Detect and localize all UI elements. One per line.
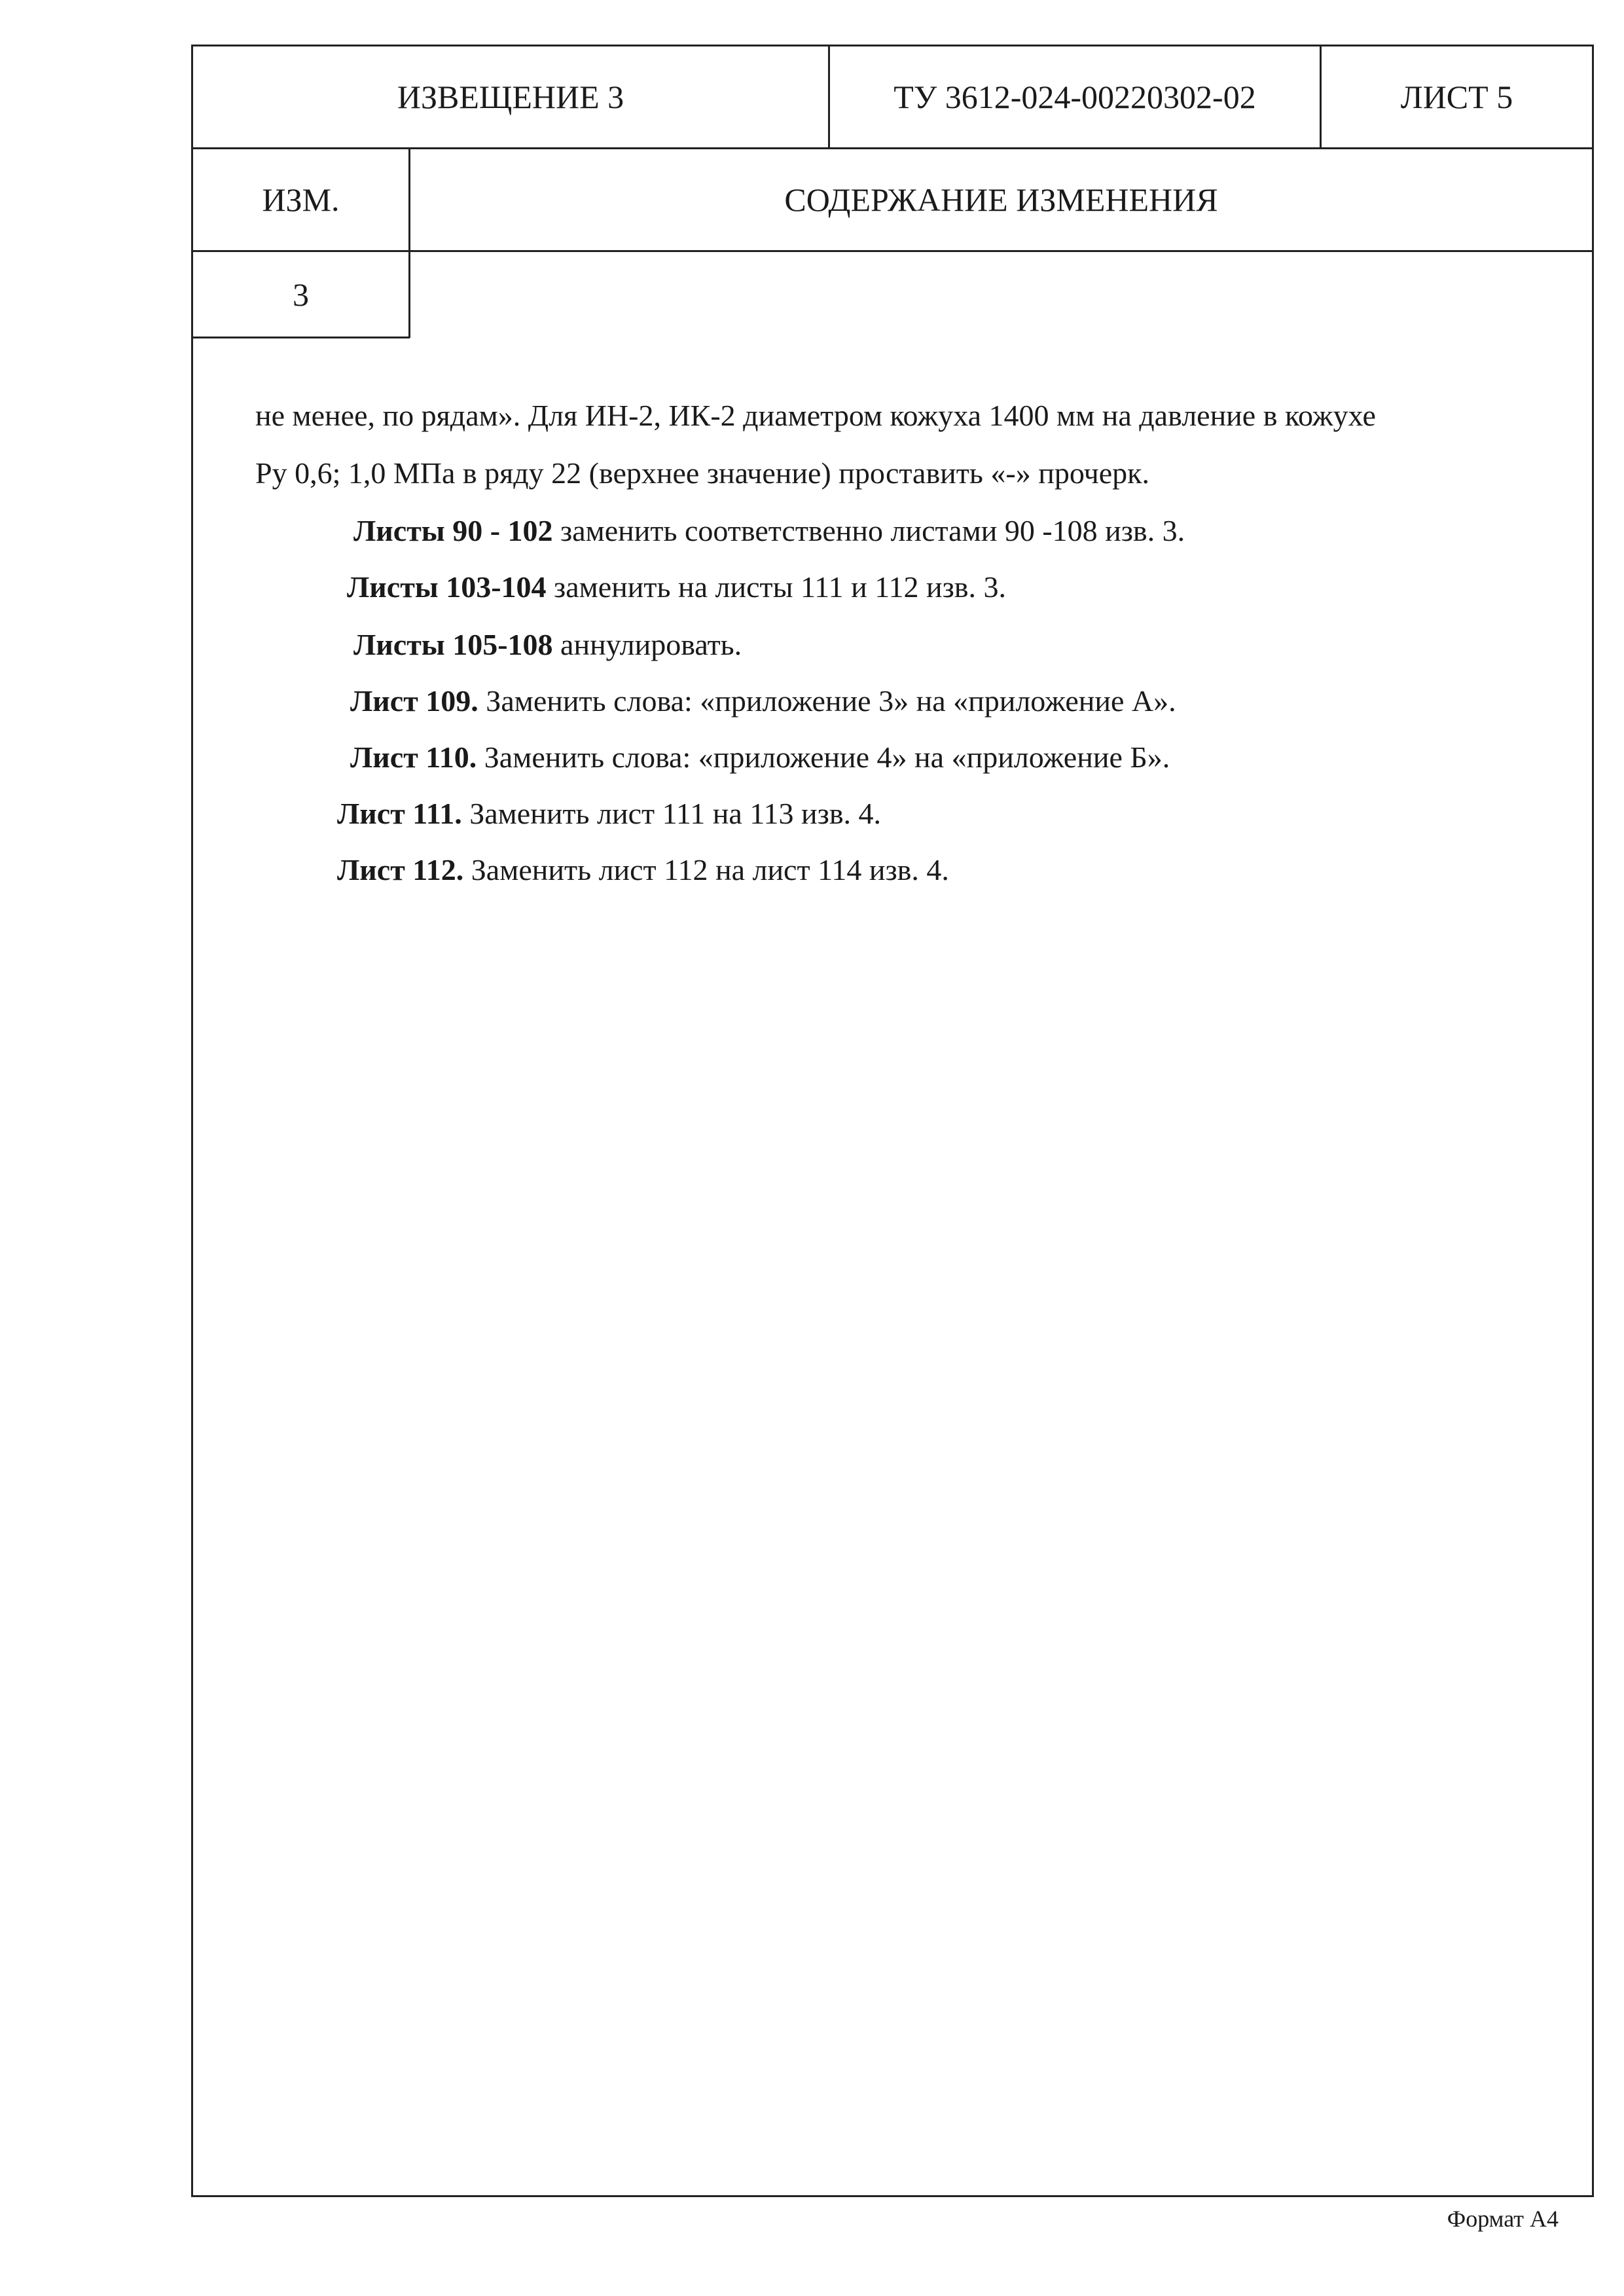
- instruction-text: заменить на листы 111 и 112 изв. 3.: [546, 570, 1006, 604]
- sheet-ref: Лист 110.: [350, 740, 477, 774]
- paragraph-line-1: не менее, по рядам». Для ИН-2, ИК-2 диаметром кожуха 1400 мм на давление в кожухе: [255, 399, 1376, 432]
- column-content: СОДЕРЖАНИЕ ИЗМЕНЕНИЯ: [784, 181, 1218, 218]
- list-item: [347, 572, 1006, 602]
- change-number-cell-bottom: [191, 337, 410, 338]
- list-item: [337, 799, 881, 829]
- page-format-label: Формат А4: [1447, 2206, 1559, 2232]
- sheet-ref: Листы 103-104: [347, 570, 547, 604]
- instruction-text: Заменить слова: «приложение 4» на «приложение Б».: [477, 740, 1170, 774]
- column-change: ИЗМ.: [262, 181, 340, 218]
- sheet-ref: Лист 112.: [337, 853, 464, 886]
- list-item: [353, 516, 1185, 546]
- list-item: [337, 855, 949, 885]
- sheet-ref: Листы 105-108: [353, 628, 553, 661]
- list-item: [353, 630, 742, 660]
- page-frame: [191, 45, 1594, 2197]
- sheet-ref: Лист 109.: [350, 684, 478, 718]
- notice-number: ИЗВЕЩЕНИЕ 3: [397, 79, 624, 115]
- instruction-text: Заменить лист 112 на лист 114 изв. 4.: [463, 853, 949, 886]
- list-item: [350, 686, 1176, 716]
- sheet-number: ЛИСТ 5: [1400, 79, 1513, 115]
- change-number: 3: [293, 276, 309, 313]
- sheet-ref: Лист 111.: [337, 797, 462, 830]
- instruction-text: Заменить слова: «приложение 3» на «приложение А».: [478, 684, 1176, 718]
- instruction-text: аннулировать.: [552, 628, 742, 661]
- sheet-ref: Листы 90 - 102: [353, 514, 553, 547]
- instruction-text: заменить соответственно листами 90 -108 изв. 3.: [552, 514, 1185, 547]
- instruction-text: Заменить лист 111 на 113 изв. 4.: [461, 797, 882, 830]
- paragraph-line-2: Ру 0,6; 1,0 МПа в ряду 22 (верхнее значение) проставить «-» прочерк.: [255, 456, 1150, 490]
- spec-number: ТУ 3612-024-00220302-02: [893, 79, 1256, 115]
- list-item: [350, 742, 1170, 773]
